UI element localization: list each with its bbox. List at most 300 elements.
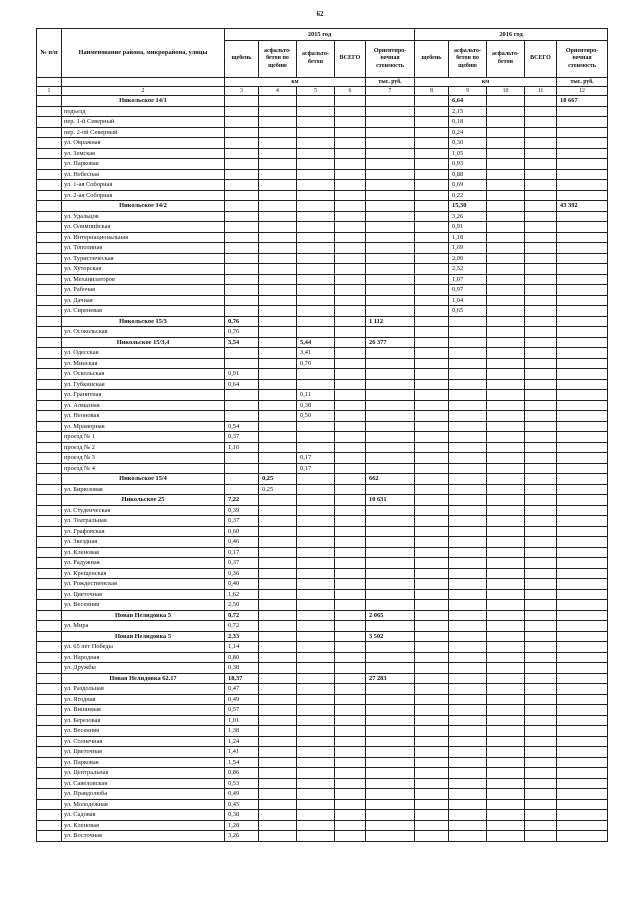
value-cell	[366, 768, 415, 779]
table-row-street	[37, 705, 608, 716]
table-row-street	[37, 579, 608, 590]
value-cell	[557, 757, 608, 768]
value-cell: 662	[366, 474, 415, 485]
table-row-street	[37, 180, 608, 191]
district-name-cell: Никольское 15/3	[62, 316, 225, 327]
value-cell	[259, 222, 297, 233]
value-cell	[335, 169, 366, 180]
street-name-cell: ул. Удальцов	[62, 211, 225, 222]
value-cell	[335, 306, 366, 317]
value-cell	[415, 600, 449, 611]
value-cell	[487, 169, 525, 180]
value-cell	[415, 652, 449, 663]
value-cell	[557, 547, 608, 558]
value-cell	[449, 453, 487, 464]
value-cell	[487, 222, 525, 233]
value-cell	[335, 589, 366, 600]
value-cell	[487, 558, 525, 569]
table-row-street	[37, 106, 608, 117]
row-number-cell	[37, 190, 62, 201]
value-cell	[415, 579, 449, 590]
value-cell	[415, 201, 449, 212]
value-cell	[335, 274, 366, 285]
value-cell	[487, 400, 525, 411]
value-cell	[525, 243, 557, 254]
value-cell	[259, 411, 297, 422]
value-cell	[259, 379, 297, 390]
value-cell	[449, 379, 487, 390]
row-number-cell	[37, 747, 62, 758]
value-cell	[449, 820, 487, 831]
table-row-district	[37, 610, 608, 621]
value-cell	[487, 600, 525, 611]
value-cell	[449, 715, 487, 726]
value-cell	[525, 516, 557, 527]
value-cell	[449, 736, 487, 747]
street-name-cell: ул. Правдолюба	[62, 789, 225, 800]
value-cell	[525, 558, 557, 569]
value-cell	[297, 285, 335, 296]
value-cell	[297, 778, 335, 789]
value-cell: 0,24	[449, 127, 487, 138]
value-cell	[525, 421, 557, 432]
value-cell: 2,00	[449, 253, 487, 264]
table-row-street	[37, 568, 608, 579]
value-cell	[525, 390, 557, 401]
row-number-cell	[37, 610, 62, 621]
table-row-street	[37, 421, 608, 432]
value-cell	[487, 285, 525, 296]
value-cell	[525, 673, 557, 684]
table-row-street	[37, 232, 608, 243]
col-number: 3	[225, 87, 259, 96]
value-cell	[487, 778, 525, 789]
table-row-district	[37, 495, 608, 506]
value-cell	[335, 705, 366, 716]
value-cell	[297, 694, 335, 705]
value-cell	[525, 369, 557, 380]
row-number-cell	[37, 96, 62, 107]
value-cell	[525, 547, 557, 558]
row-number-cell	[37, 411, 62, 422]
value-cell	[415, 253, 449, 264]
value-cell	[366, 442, 415, 453]
value-cell	[525, 642, 557, 653]
value-cell	[487, 516, 525, 527]
value-cell	[259, 453, 297, 464]
value-cell	[335, 117, 366, 128]
value-cell	[449, 684, 487, 695]
value-cell	[557, 127, 608, 138]
value-cell	[557, 169, 608, 180]
row-number-cell	[37, 222, 62, 233]
value-cell	[487, 715, 525, 726]
value-cell	[449, 358, 487, 369]
street-name-cell: ул. Минская	[62, 358, 225, 369]
row-number-cell	[37, 547, 62, 558]
row-number-cell	[37, 642, 62, 653]
street-name-cell: ул. Солнечная	[62, 736, 225, 747]
value-cell: 3,54	[225, 337, 259, 348]
value-cell	[225, 400, 259, 411]
value-cell	[557, 652, 608, 663]
street-name-cell: ул. Центральная	[62, 768, 225, 779]
value-cell	[525, 358, 557, 369]
table-row-street	[37, 306, 608, 317]
value-cell: 0,57	[225, 705, 259, 716]
value-cell: 43 392	[557, 201, 608, 212]
value-cell	[525, 411, 557, 422]
street-name-cell: ул. Студенческая	[62, 505, 225, 516]
value-cell	[525, 159, 557, 170]
value-cell: 0,64	[225, 379, 259, 390]
value-cell	[525, 757, 557, 768]
value-cell	[449, 474, 487, 485]
value-cell	[366, 589, 415, 600]
value-cell	[335, 820, 366, 831]
row-number-cell	[37, 474, 62, 485]
value-cell	[525, 736, 557, 747]
value-cell	[259, 432, 297, 443]
district-name-cell: Никольское 25	[62, 495, 225, 506]
value-cell: 2,33	[225, 631, 259, 642]
value-cell	[297, 715, 335, 726]
value-cell	[557, 820, 608, 831]
value-cell	[415, 736, 449, 747]
value-cell	[487, 831, 525, 842]
value-cell: 0,39	[225, 505, 259, 516]
value-cell	[297, 631, 335, 642]
value-cell	[449, 799, 487, 810]
value-cell	[366, 579, 415, 590]
value-cell	[415, 526, 449, 537]
value-cell	[487, 642, 525, 653]
street-name-cell: ул. Небесная	[62, 169, 225, 180]
value-cell	[525, 747, 557, 758]
value-cell	[335, 337, 366, 348]
street-name-cell: ул. Графовская	[62, 526, 225, 537]
value-cell	[259, 495, 297, 506]
row-number-cell	[37, 789, 62, 800]
value-cell	[525, 715, 557, 726]
street-name-cell: ул. Мира	[62, 621, 225, 632]
value-cell	[335, 768, 366, 779]
value-cell	[259, 589, 297, 600]
value-cell	[487, 211, 525, 222]
value-cell	[557, 285, 608, 296]
table-row-street	[37, 138, 608, 149]
value-cell	[366, 432, 415, 443]
value-cell	[415, 621, 449, 632]
row-number-cell	[37, 768, 62, 779]
value-cell	[297, 127, 335, 138]
value-cell	[366, 789, 415, 800]
value-cell	[557, 348, 608, 359]
street-name-cell: ул. Цветочная	[62, 589, 225, 600]
value-cell	[366, 348, 415, 359]
value-cell	[525, 264, 557, 275]
value-cell	[415, 568, 449, 579]
value-cell	[259, 526, 297, 537]
value-cell: 1,07	[449, 274, 487, 285]
page-number: 62	[316, 10, 324, 18]
value-cell	[557, 421, 608, 432]
value-cell	[525, 768, 557, 779]
table-row-street	[37, 327, 608, 338]
value-cell: 1,41	[225, 747, 259, 758]
value-cell	[335, 516, 366, 527]
table-row-street	[37, 663, 608, 674]
value-cell	[259, 316, 297, 327]
value-cell	[449, 327, 487, 338]
road-works-table	[36, 28, 608, 842]
value-cell	[335, 463, 366, 474]
col-number: 2	[62, 87, 225, 96]
value-cell	[449, 778, 487, 789]
value-cell	[525, 799, 557, 810]
street-name-cell: ул. Оскольская	[62, 369, 225, 380]
value-cell	[259, 127, 297, 138]
row-number-cell	[37, 264, 62, 275]
table-row-street	[37, 117, 608, 128]
table-row-district	[37, 316, 608, 327]
value-cell	[557, 726, 608, 737]
value-cell	[366, 243, 415, 254]
value-cell	[366, 306, 415, 317]
value-cell	[449, 789, 487, 800]
value-cell	[415, 663, 449, 674]
value-cell	[366, 421, 415, 432]
value-cell	[415, 673, 449, 684]
value-cell	[366, 568, 415, 579]
value-cell	[335, 757, 366, 768]
value-cell	[415, 442, 449, 453]
value-cell	[449, 558, 487, 569]
value-cell	[335, 295, 366, 306]
value-cell	[259, 369, 297, 380]
table-row-district	[37, 474, 608, 485]
table-row-street	[37, 694, 608, 705]
value-cell	[297, 295, 335, 306]
value-cell	[225, 148, 259, 159]
district-name-cell: Никольское 14/1	[62, 96, 225, 107]
value-cell	[366, 820, 415, 831]
value-cell: 26 377	[366, 337, 415, 348]
value-cell: 3,26	[225, 831, 259, 842]
value-cell	[557, 453, 608, 464]
value-cell	[297, 232, 335, 243]
table-row-street	[37, 159, 608, 170]
value-cell	[225, 180, 259, 191]
value-cell	[297, 274, 335, 285]
value-cell	[259, 442, 297, 453]
value-cell	[366, 285, 415, 296]
value-cell	[297, 442, 335, 453]
value-cell	[259, 232, 297, 243]
value-cell	[259, 190, 297, 201]
value-cell: 0,40	[225, 579, 259, 590]
value-cell	[259, 694, 297, 705]
value-cell	[366, 222, 415, 233]
street-name-cell: ул. Савеловская	[62, 778, 225, 789]
value-cell	[335, 442, 366, 453]
value-cell	[335, 222, 366, 233]
value-cell: 2,50	[225, 600, 259, 611]
header-row-column-numbers	[37, 87, 608, 96]
table-row-street	[37, 642, 608, 653]
value-cell	[525, 127, 557, 138]
row-number-cell	[37, 516, 62, 527]
value-cell	[557, 327, 608, 338]
value-cell	[259, 274, 297, 285]
value-cell	[297, 484, 335, 495]
value-cell	[557, 600, 608, 611]
table-row-street	[37, 295, 608, 306]
value-cell: 0,49	[225, 694, 259, 705]
header-asphalt-2016: асфальто-бетон	[487, 41, 525, 78]
value-cell	[415, 138, 449, 149]
value-cell	[557, 274, 608, 285]
value-cell	[487, 789, 525, 800]
unit-km-2015: км	[225, 78, 366, 87]
value-cell	[487, 432, 525, 443]
street-name-cell: пер. 1-й Северный	[62, 117, 225, 128]
value-cell	[366, 726, 415, 737]
value-cell: 1,14	[225, 642, 259, 653]
street-name-cell: проезд № 3	[62, 453, 225, 464]
value-cell: 0,36	[225, 568, 259, 579]
value-cell	[259, 547, 297, 558]
table-row-street	[37, 169, 608, 180]
value-cell	[297, 747, 335, 758]
value-cell	[415, 747, 449, 758]
value-cell	[366, 652, 415, 663]
value-cell	[335, 736, 366, 747]
row-number-cell	[37, 558, 62, 569]
table-row-street	[37, 285, 608, 296]
value-cell	[415, 421, 449, 432]
value-cell	[259, 516, 297, 527]
street-name-cell: ул. Ягодная	[62, 694, 225, 705]
value-cell	[297, 789, 335, 800]
value-cell	[415, 411, 449, 422]
value-cell	[415, 400, 449, 411]
row-number-cell	[37, 799, 62, 810]
value-cell	[415, 715, 449, 726]
value-cell	[557, 463, 608, 474]
value-cell	[225, 106, 259, 117]
value-cell	[259, 421, 297, 432]
street-name-cell: проезд № 4	[62, 463, 225, 474]
value-cell	[335, 138, 366, 149]
value-cell	[557, 232, 608, 243]
value-cell	[366, 715, 415, 726]
value-cell: 0,69	[449, 180, 487, 191]
value-cell: 0,38	[297, 400, 335, 411]
value-cell: 0,80	[225, 652, 259, 663]
col-number: 10	[487, 87, 525, 96]
street-name-cell: ул. Народная	[62, 652, 225, 663]
value-cell	[557, 390, 608, 401]
value-cell	[415, 337, 449, 348]
col-number: 7	[366, 87, 415, 96]
street-name-cell: ул. Дачная	[62, 295, 225, 306]
value-cell	[259, 642, 297, 653]
value-cell	[259, 747, 297, 758]
value-cell	[225, 222, 259, 233]
row-number-cell	[37, 442, 62, 453]
value-cell	[487, 694, 525, 705]
value-cell	[449, 631, 487, 642]
row-number-cell	[37, 621, 62, 632]
value-cell	[487, 316, 525, 327]
value-cell	[297, 138, 335, 149]
street-name-cell: ул. Кленовая	[62, 547, 225, 558]
value-cell	[487, 442, 525, 453]
row-number-cell	[37, 337, 62, 348]
value-cell	[415, 106, 449, 117]
value-cell	[557, 369, 608, 380]
value-cell	[297, 169, 335, 180]
value-cell	[449, 516, 487, 527]
table-row-street	[37, 369, 608, 380]
value-cell: 0,76	[225, 316, 259, 327]
table-row-street	[37, 789, 608, 800]
value-cell	[297, 495, 335, 506]
row-number-cell	[37, 169, 62, 180]
value-cell	[335, 652, 366, 663]
value-cell	[366, 642, 415, 653]
value-cell	[487, 411, 525, 422]
value-cell	[297, 726, 335, 737]
value-cell	[259, 684, 297, 695]
header-cost-2015: Ориентиро-вочная стоимость	[366, 41, 415, 78]
value-cell	[415, 694, 449, 705]
value-cell	[225, 138, 259, 149]
value-cell	[259, 652, 297, 663]
street-name-cell: ул. Хуторская	[62, 264, 225, 275]
value-cell	[297, 537, 335, 548]
value-cell	[557, 159, 608, 170]
value-cell	[259, 295, 297, 306]
value-cell	[259, 610, 297, 621]
value-cell	[335, 211, 366, 222]
street-name-cell: ул. Земская	[62, 148, 225, 159]
value-cell	[487, 127, 525, 138]
table-row-street	[37, 516, 608, 527]
value-cell	[487, 306, 525, 317]
row-number-cell	[37, 127, 62, 138]
value-cell	[259, 799, 297, 810]
street-name-cell: ул. Олимпийская	[62, 222, 225, 233]
row-number-cell	[37, 159, 62, 170]
value-cell	[415, 285, 449, 296]
value-cell	[449, 621, 487, 632]
value-cell	[449, 337, 487, 348]
value-cell	[335, 505, 366, 516]
table-row-street	[37, 243, 608, 254]
value-cell: 0,25	[259, 484, 297, 495]
value-cell	[487, 810, 525, 821]
value-cell	[415, 180, 449, 191]
value-cell	[366, 558, 415, 569]
value-cell	[557, 516, 608, 527]
district-name-cell: Никольское 15/4	[62, 474, 225, 485]
value-cell	[525, 337, 557, 348]
value-cell	[335, 243, 366, 254]
value-cell: 0,38	[225, 663, 259, 674]
value-cell	[557, 222, 608, 233]
